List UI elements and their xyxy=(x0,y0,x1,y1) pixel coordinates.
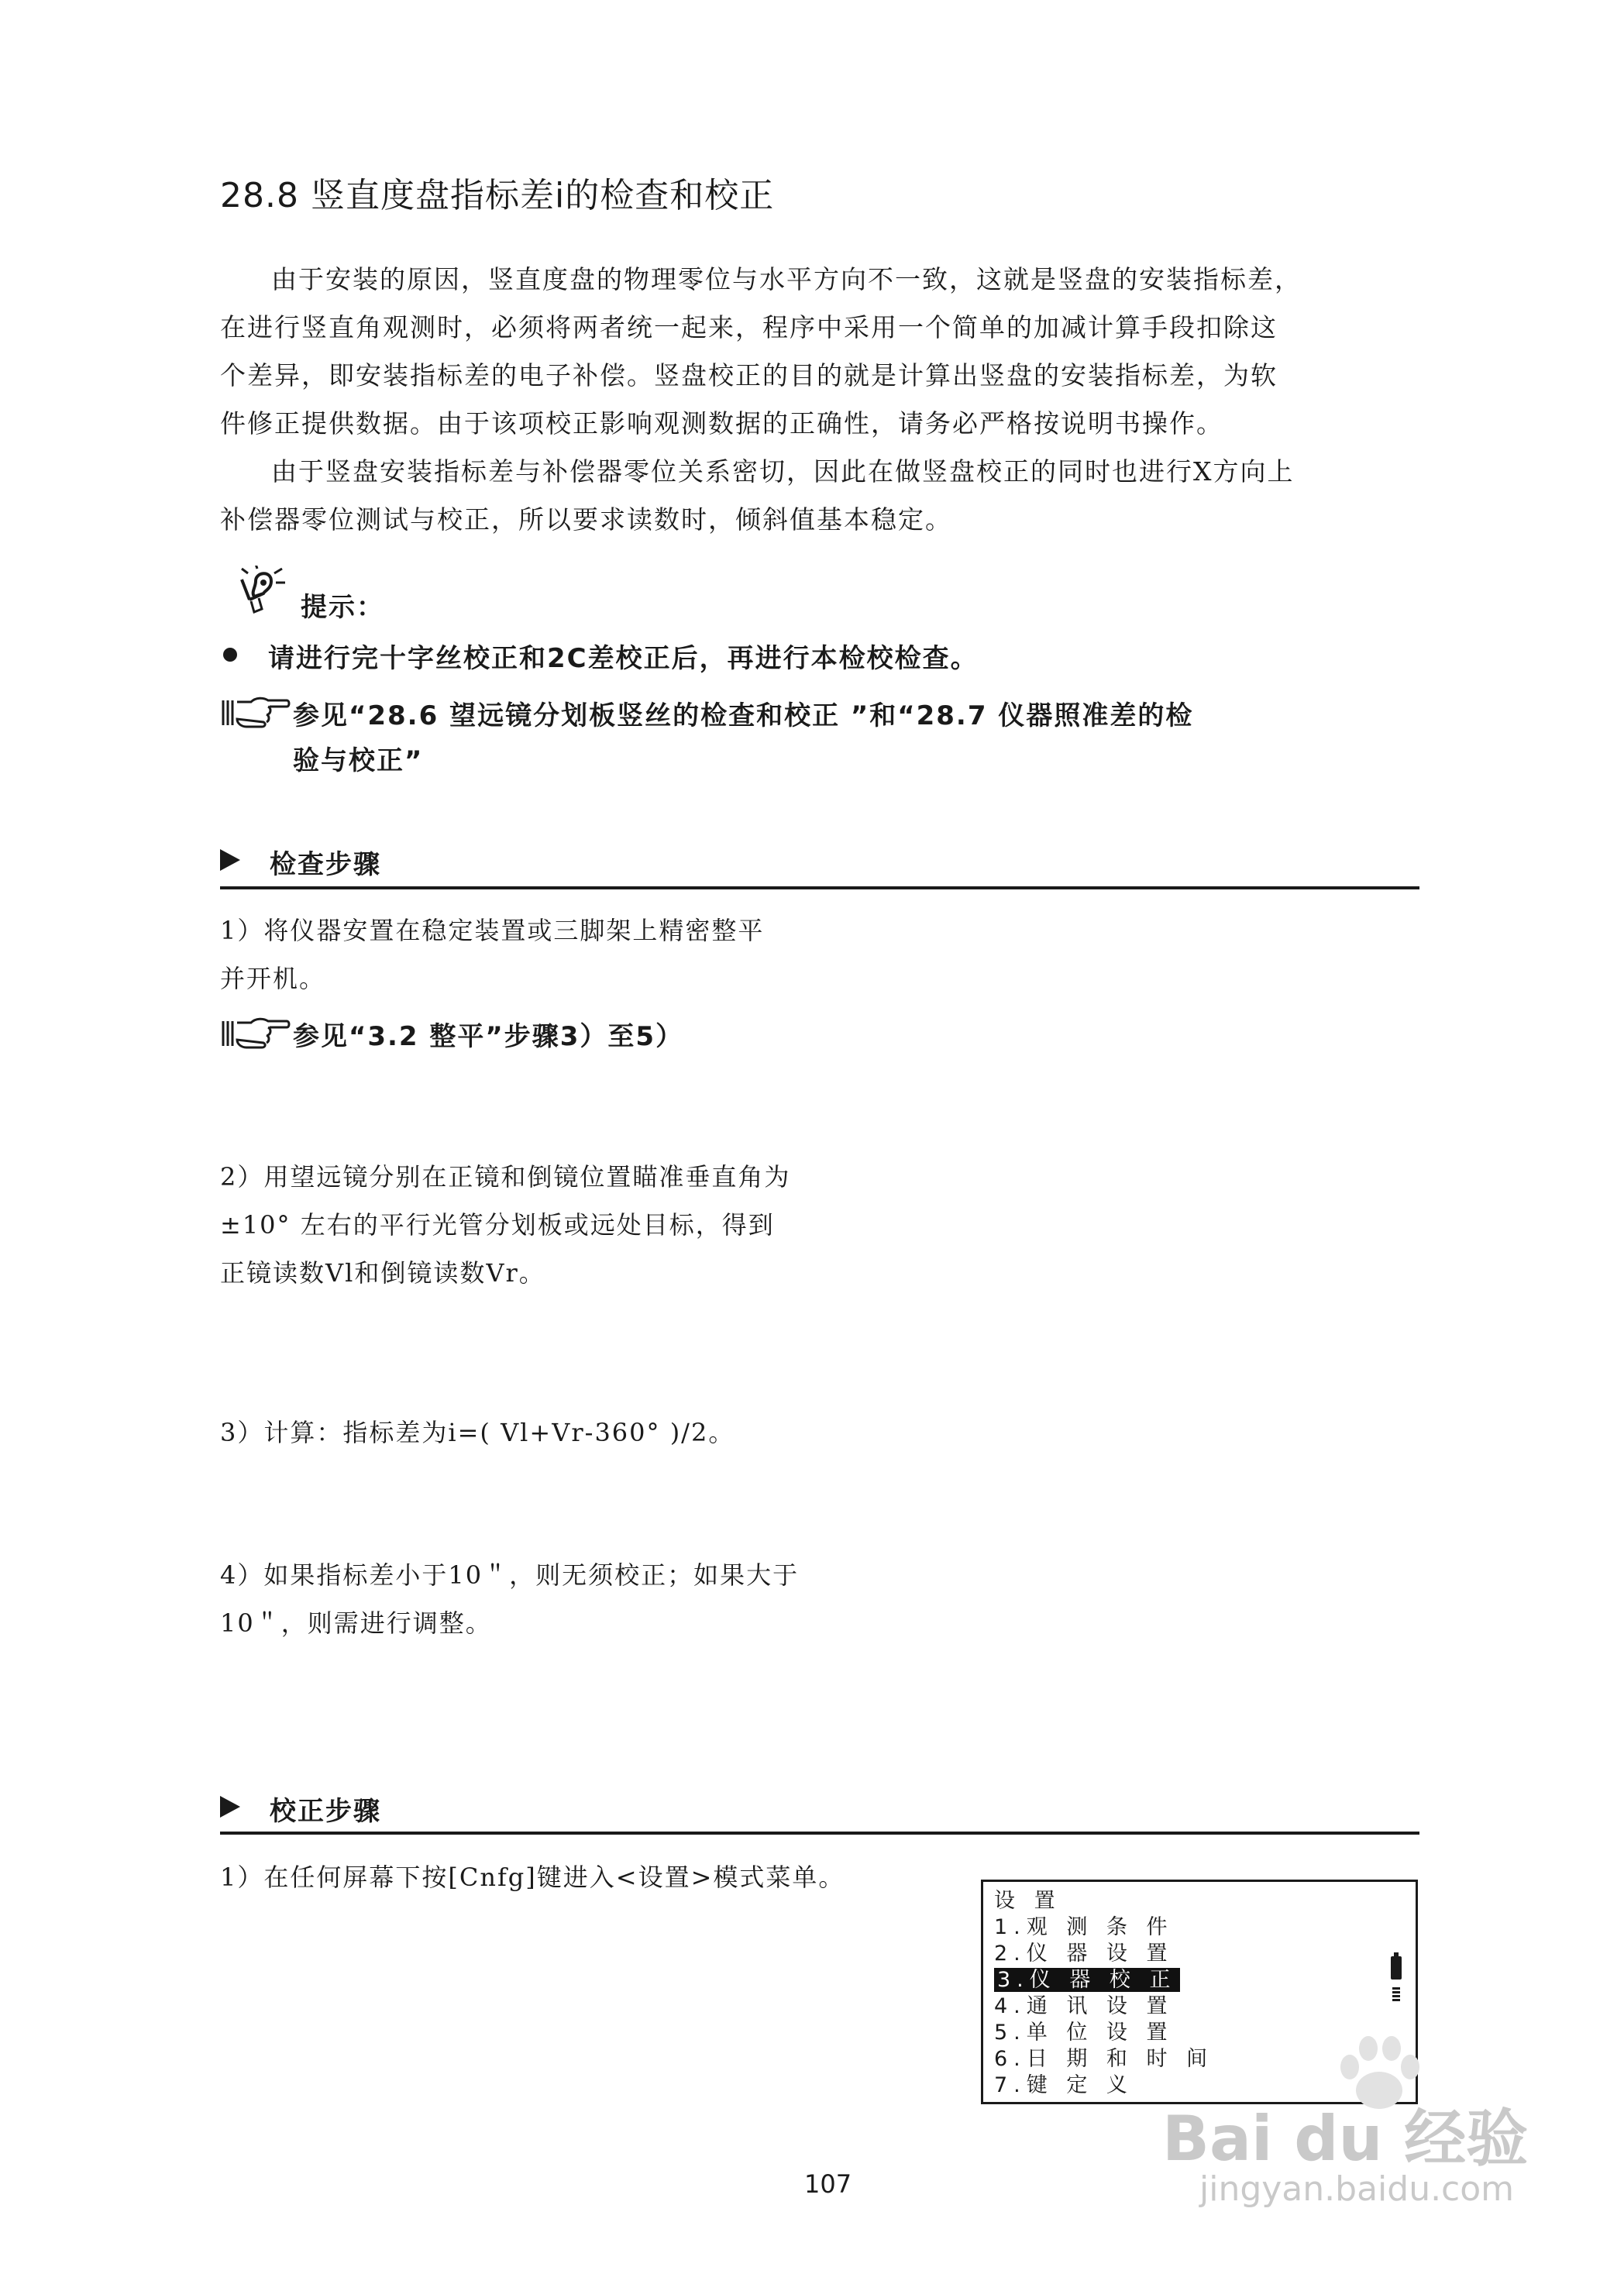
text-line: 个差异，即安装指标差的电子补偿。竖盘校正的目的就是计算出竖盘的安装指标差，为软 xyxy=(220,360,1278,390)
text-line: 由于安装的原因，竖直度盘的物理零位与水平方向不一致，这就是竖盘的安装指标差， xyxy=(271,264,1302,294)
tip-reference-line-2: 验与校正” xyxy=(293,745,424,776)
bullet-icon xyxy=(223,648,237,662)
adjust-step-1: 1）在任何屏幕下按[Cnfg]键进入<设置>模式菜单。 xyxy=(220,1863,845,1892)
lcd-menu-item[interactable]: 7.键 定 义 xyxy=(994,2073,1134,2097)
pointing-hand-icon xyxy=(220,694,291,728)
watermark-url: jingyan.baidu.com xyxy=(1199,2169,1515,2209)
section-title: 竖直度盘指标差i的检查和校正 xyxy=(310,176,775,215)
lcd-menu-item[interactable]: 6.日 期 和 时 间 xyxy=(994,2047,1214,2071)
lcd-menu-item[interactable]: 2.仪 器 设 置 xyxy=(994,1942,1174,1966)
divider xyxy=(220,1832,1419,1835)
intro-paragraph-2 xyxy=(220,448,1295,544)
lcd-menu-item[interactable]: 1.观 测 条 件 xyxy=(994,1915,1174,1939)
page-number: 107 xyxy=(804,2169,852,2199)
text-line: 10＂，则需进行调整。 xyxy=(220,1608,492,1638)
check-section-title: 检查步骤 xyxy=(270,849,381,880)
check-step-1-reference: 参见“3.2 整平”步骤3）至5） xyxy=(293,1021,684,1052)
text-line: 1）将仪器安置在稳定装置或三脚架上精密整平 xyxy=(220,916,765,945)
section-heading xyxy=(220,167,774,217)
text-line: 2）用望远镜分别在正镜和倒镜位置瞄准垂直角为 xyxy=(220,1162,791,1192)
section-number: 28.8 xyxy=(220,176,299,215)
text-line: 正镜读数Vl和倒镜读数Vr。 xyxy=(220,1258,545,1288)
text-line: 补偿器零位测试与校正，所以要求读数时，倾斜值基本稳定。 xyxy=(220,504,952,535)
lcd-title: 设 置 xyxy=(994,1889,1061,1913)
text-line: 在进行竖直角观测时，必须将两者统一起来，程序中采用一个简单的加减计算手段扣除这 xyxy=(220,312,1278,342)
check-step-2 xyxy=(220,1153,790,1297)
tip-bullet-text: 请进行完十字丝校正和2C差校正后，再进行本检校检查。 xyxy=(268,643,979,674)
pointing-hand-icon xyxy=(220,1015,291,1049)
section-triangle-icon xyxy=(220,1796,240,1818)
lcd-menu-item[interactable]: 4.通 讯 设 置 xyxy=(994,1994,1174,2018)
intro-paragraph-1 xyxy=(220,256,1302,448)
check-step-4 xyxy=(220,1551,799,1647)
lcd-menu-item-label: 3.仪 器 校 正 xyxy=(994,1968,1180,1992)
lcd-menu-item-selected[interactable] xyxy=(994,1967,1180,1993)
watermark-brand: Bai du 经验 xyxy=(1162,2103,1529,2175)
text-line: 由于竖盘安装指标差与补偿器零位关系密切，因此在做竖盘校正的同时也进行X方向上 xyxy=(271,456,1295,487)
divider xyxy=(220,886,1419,889)
battery-icon xyxy=(1391,1956,1402,1980)
tip-reference-line-1: 参见“28.6 望远镜分划板竖丝的检查和校正 ”和“28.7 仪器照准差的检 xyxy=(293,700,1194,731)
text-line: ±10° 左右的平行光管分划板或远处目标，得到 xyxy=(220,1210,775,1240)
text-line: 件修正提供数据。由于该项校正影响观测数据的正确性，请务必严格按说明书操作。 xyxy=(220,408,1223,439)
scroll-indicator-icon xyxy=(1392,1987,1400,2001)
text-line: 4）如果指标差小于10＂，则无须校正；如果大于 xyxy=(220,1560,800,1590)
adjust-section-title: 校正步骤 xyxy=(270,1796,381,1827)
section-triangle-icon xyxy=(220,849,240,871)
check-step-3: 3）计算：指标差为i=( Vl+Vr-360° )/2。 xyxy=(220,1418,735,1447)
lightbulb-tip-icon xyxy=(226,566,288,617)
text-line: 并开机。 xyxy=(220,964,326,993)
lcd-menu-item[interactable]: 5.单 位 设 置 xyxy=(994,2021,1174,2045)
tip-label: 提示： xyxy=(301,592,384,623)
check-step-1 xyxy=(220,906,764,1003)
